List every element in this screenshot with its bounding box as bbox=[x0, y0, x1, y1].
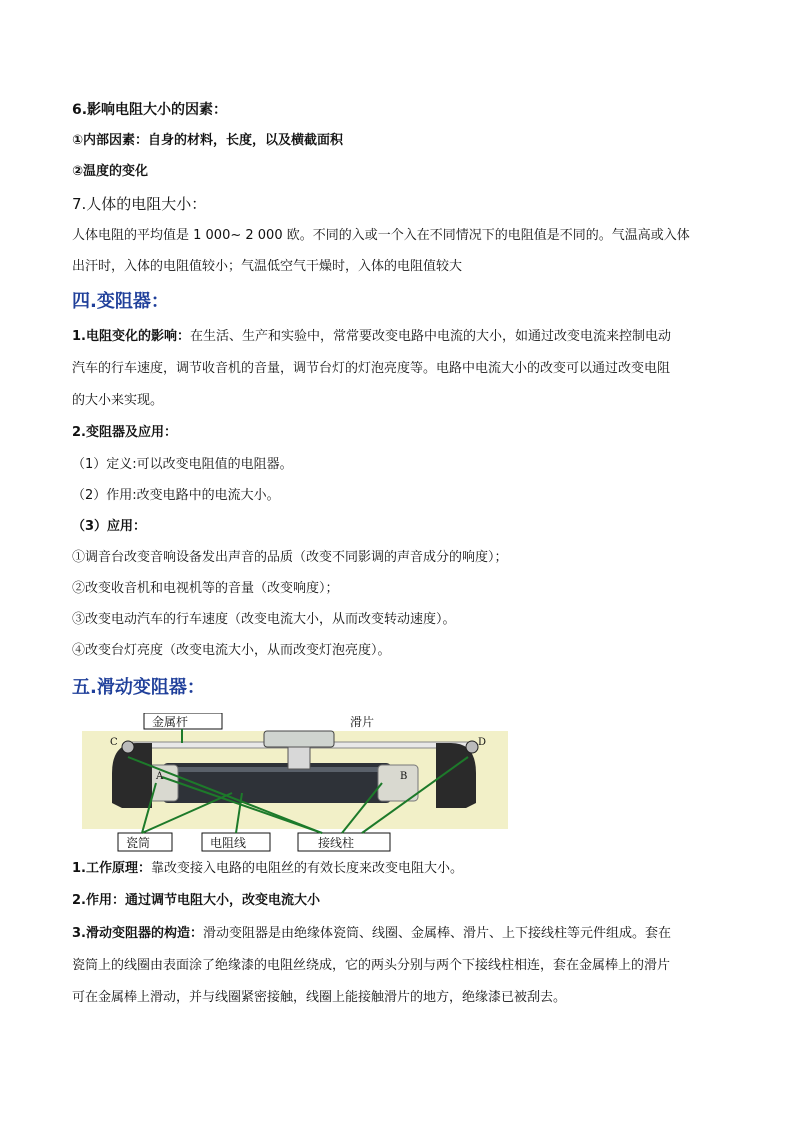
label-resistance-wire: 电阻线 bbox=[210, 836, 247, 850]
section-4-para-1-line-1 bbox=[72, 328, 671, 346]
section-5-para-3-label: 3.滑动变阻器的构造： bbox=[72, 926, 203, 941]
section-4-para-1-line-3: 的大小来实现。 bbox=[72, 393, 164, 408]
section-5-para-1-label: 1.工作原理： bbox=[72, 861, 151, 876]
label-terminal-c: C bbox=[110, 737, 118, 748]
section-5-para-2-label: 2.作用： bbox=[72, 893, 125, 908]
application-label: （3）应用： bbox=[72, 519, 147, 534]
terminal-d-knob bbox=[466, 741, 478, 753]
section-6-heading: 6.影响电阻大小的因素： bbox=[72, 102, 228, 118]
label-metal-rod: 金属杆 bbox=[152, 715, 189, 729]
section-5-para-3-text: 滑动变阻器是由绝缘体瓷筒、线圈、金属棒、滑片、上下接线柱等元件组成。套在 bbox=[202, 926, 671, 941]
application-item-4: ④改变台灯亮度（改变电流大小，从而改变灯泡亮度）。 bbox=[72, 643, 391, 658]
coil-highlight bbox=[162, 767, 392, 772]
slider-head-shape bbox=[264, 731, 334, 747]
section-4-para-1-line-2: 汽车的行车速度，调节收音机的音量，调节台灯的灯泡亮度等。电路中电流大小的改变可以通过改变电阻 bbox=[72, 361, 671, 376]
section-7-line-1: 人体电阻的平均值是 1 000~ 2 000 欧。不同的入或一个入在不同情况下的电阻值是不同的。气温高或入体 bbox=[72, 228, 690, 243]
section-5-para-3-line-2: 瓷筒上的线圈由表面涂了绝缘漆的电阻丝绕成，它的两头分别与两个下接线柱相连，套在金属棒上的滑片 bbox=[72, 958, 671, 973]
section-4-heading: 四.变阻器： bbox=[72, 291, 169, 312]
section-5-para-3-line-3: 可在金属棒上滑动，并与线圈紧密接触，线圈上能接触滑片的地方，绝缘漆已被刮去。 bbox=[72, 990, 567, 1005]
label-terminal: 接线柱 bbox=[318, 836, 355, 850]
terminal-c-knob bbox=[122, 741, 134, 753]
section-5-para-3-line-1 bbox=[72, 925, 671, 943]
section-4-para-1-label: 1.电阻变化的影响： bbox=[72, 329, 190, 344]
sliding-rheostat-figure bbox=[82, 713, 508, 853]
label-ceramic-tube: 瓷筒 bbox=[126, 836, 151, 850]
section-5-heading: 五.滑动变阻器： bbox=[72, 677, 205, 698]
label-terminal-d: D bbox=[478, 737, 487, 748]
ceramic-right bbox=[378, 765, 418, 801]
section-7-line-2: 出汗时，入体的电阻值较小；气温低空气干燥时，入体的电阻值较大 bbox=[72, 259, 463, 274]
section-7-heading: 7.人体的电阻大小： bbox=[72, 195, 207, 213]
application-item-2: ②改变收音机和电视机等的音量（改变响度）； bbox=[72, 581, 339, 596]
label-terminal-a: A bbox=[156, 771, 164, 782]
section-4-para-1-text: 在生活、生产和实验中，常常要改变电路中电流的大小，如通过改变电流来控制电动 bbox=[189, 329, 671, 344]
section-5-para-2 bbox=[72, 892, 320, 910]
left-bracket-shape bbox=[112, 743, 152, 808]
slider-contact-shape bbox=[288, 747, 310, 769]
section-4-para-2-label: 2.变阻器及应用： bbox=[72, 425, 177, 440]
application-item-1: ①调音台改变音响设备发出声音的品质（改变不同影调的声音成分的响度）； bbox=[72, 550, 508, 565]
label-terminal-b: B bbox=[400, 771, 408, 782]
section-6-item-1: ①内部因素：自身的材料，长度，以及横截面积 bbox=[72, 133, 344, 148]
section-5-para-2-text: 通过调节电阻大小，改变电流大小 bbox=[124, 893, 320, 908]
section-6-item-2: ②温度的变化 bbox=[72, 164, 149, 179]
label-slider: 滑片 bbox=[350, 715, 375, 729]
section-5-para-1-text: 靠改变接入电路的电阻丝的有效长度来改变电阻大小。 bbox=[150, 861, 463, 876]
definition-line: （1）定义:可以改变电阻值的电阻器。 bbox=[72, 457, 293, 472]
section-5-para-1 bbox=[72, 860, 463, 878]
function-line: （2）作用:改变电路中的电流大小。 bbox=[72, 488, 280, 503]
application-item-3: ③改变电动汽车的行车速度（改变电流大小，从而改变转动速度）。 bbox=[72, 612, 456, 627]
